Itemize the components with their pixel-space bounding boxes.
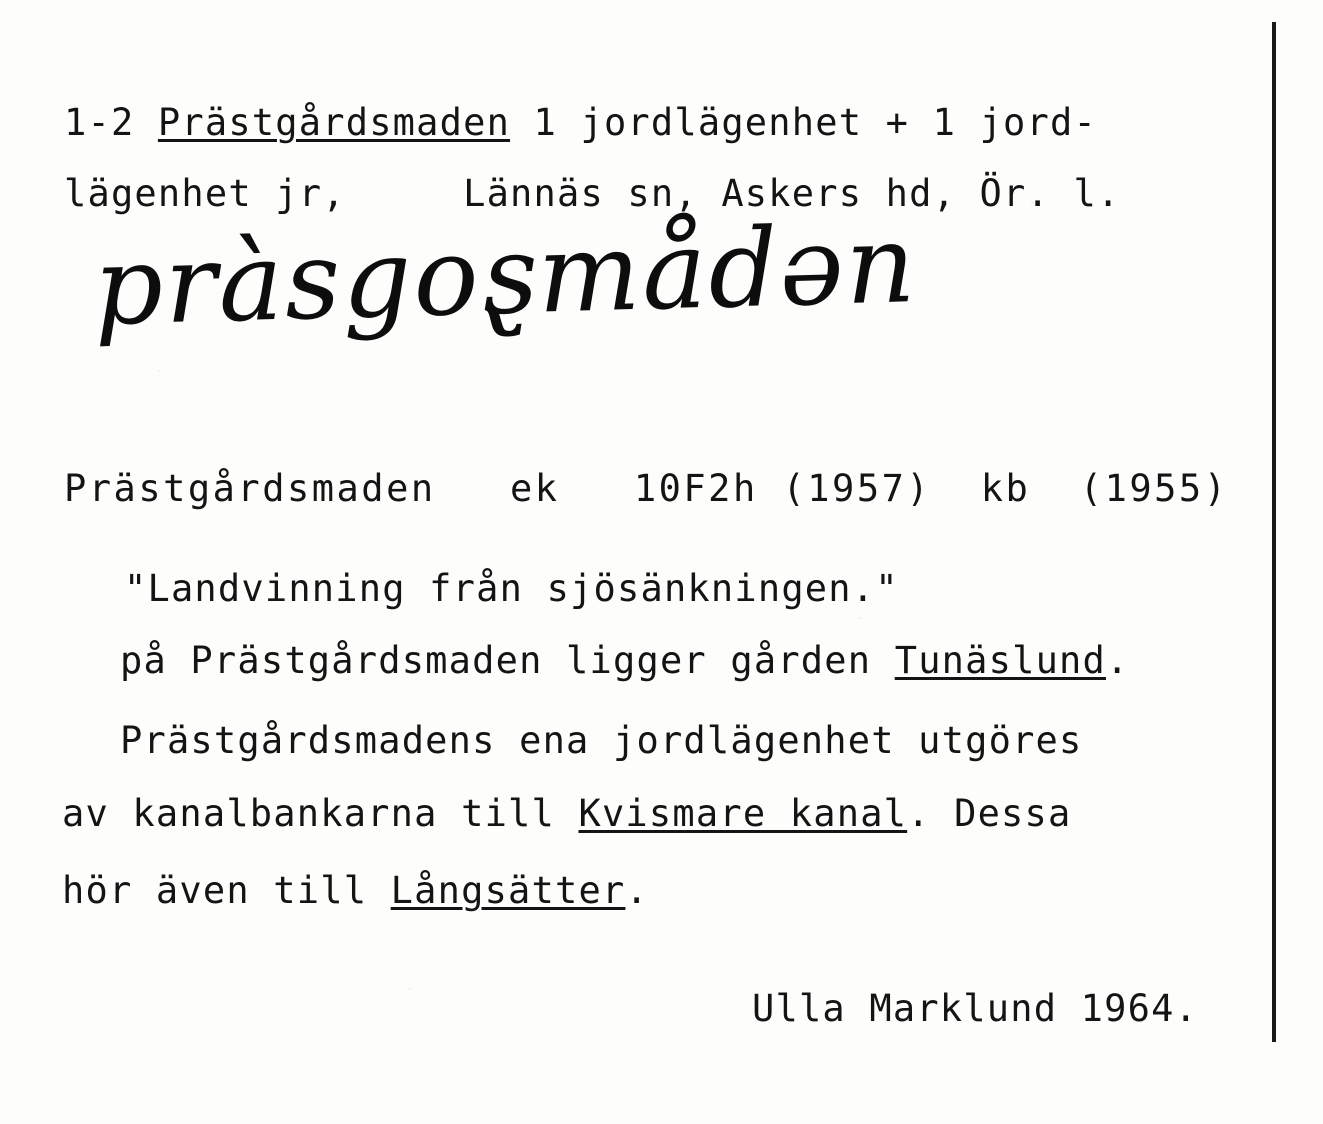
place-name-langsatter: Långsätter bbox=[390, 869, 626, 912]
header-line-1 bbox=[64, 101, 1097, 144]
place-name-tunaslund: Tunäslund bbox=[894, 639, 1107, 682]
body-line-5-suffix: . bbox=[625, 869, 649, 912]
header-line-2: lägenhet jr, Lännäs sn, Askers hd, Ör. l. bbox=[64, 172, 1121, 215]
signature-line: Ulla Marklund 1964. bbox=[752, 987, 1199, 1030]
handwritten-dialect-form: pràsgoȿmådən bbox=[91, 202, 919, 350]
body-line-4 bbox=[62, 792, 1072, 835]
body-line-3: Prästgårdsmadens ena jordlägenhet utgöres bbox=[120, 719, 1083, 762]
card-edge-rule bbox=[1272, 22, 1276, 1042]
place-name-kvismare-kanal: Kvismare kanal bbox=[578, 792, 908, 835]
body-line-1: "Landvinning från sjösänkningen." bbox=[124, 567, 899, 610]
reference-line: Prästgårdsmaden ek 10F2h (1957) kb (1955) bbox=[64, 467, 1229, 510]
body-line-2-prefix: på Prästgårdsmaden ligger gården bbox=[120, 639, 895, 682]
body-line-5-prefix: hör även till bbox=[62, 869, 391, 912]
body-line-5 bbox=[62, 869, 649, 912]
header-entry-number: 1-2 bbox=[64, 101, 158, 144]
body-line-2 bbox=[120, 639, 1130, 682]
body-line-4-suffix: . Dessa bbox=[907, 792, 1072, 835]
body-line-2-suffix: . bbox=[1106, 639, 1130, 682]
header-line-1-suffix: 1 jordlägenhet + 1 jord- bbox=[510, 101, 1097, 144]
body-line-4-prefix: av kanalbankarna till bbox=[62, 792, 579, 835]
header-headword: Prästgårdsmaden bbox=[157, 101, 511, 144]
